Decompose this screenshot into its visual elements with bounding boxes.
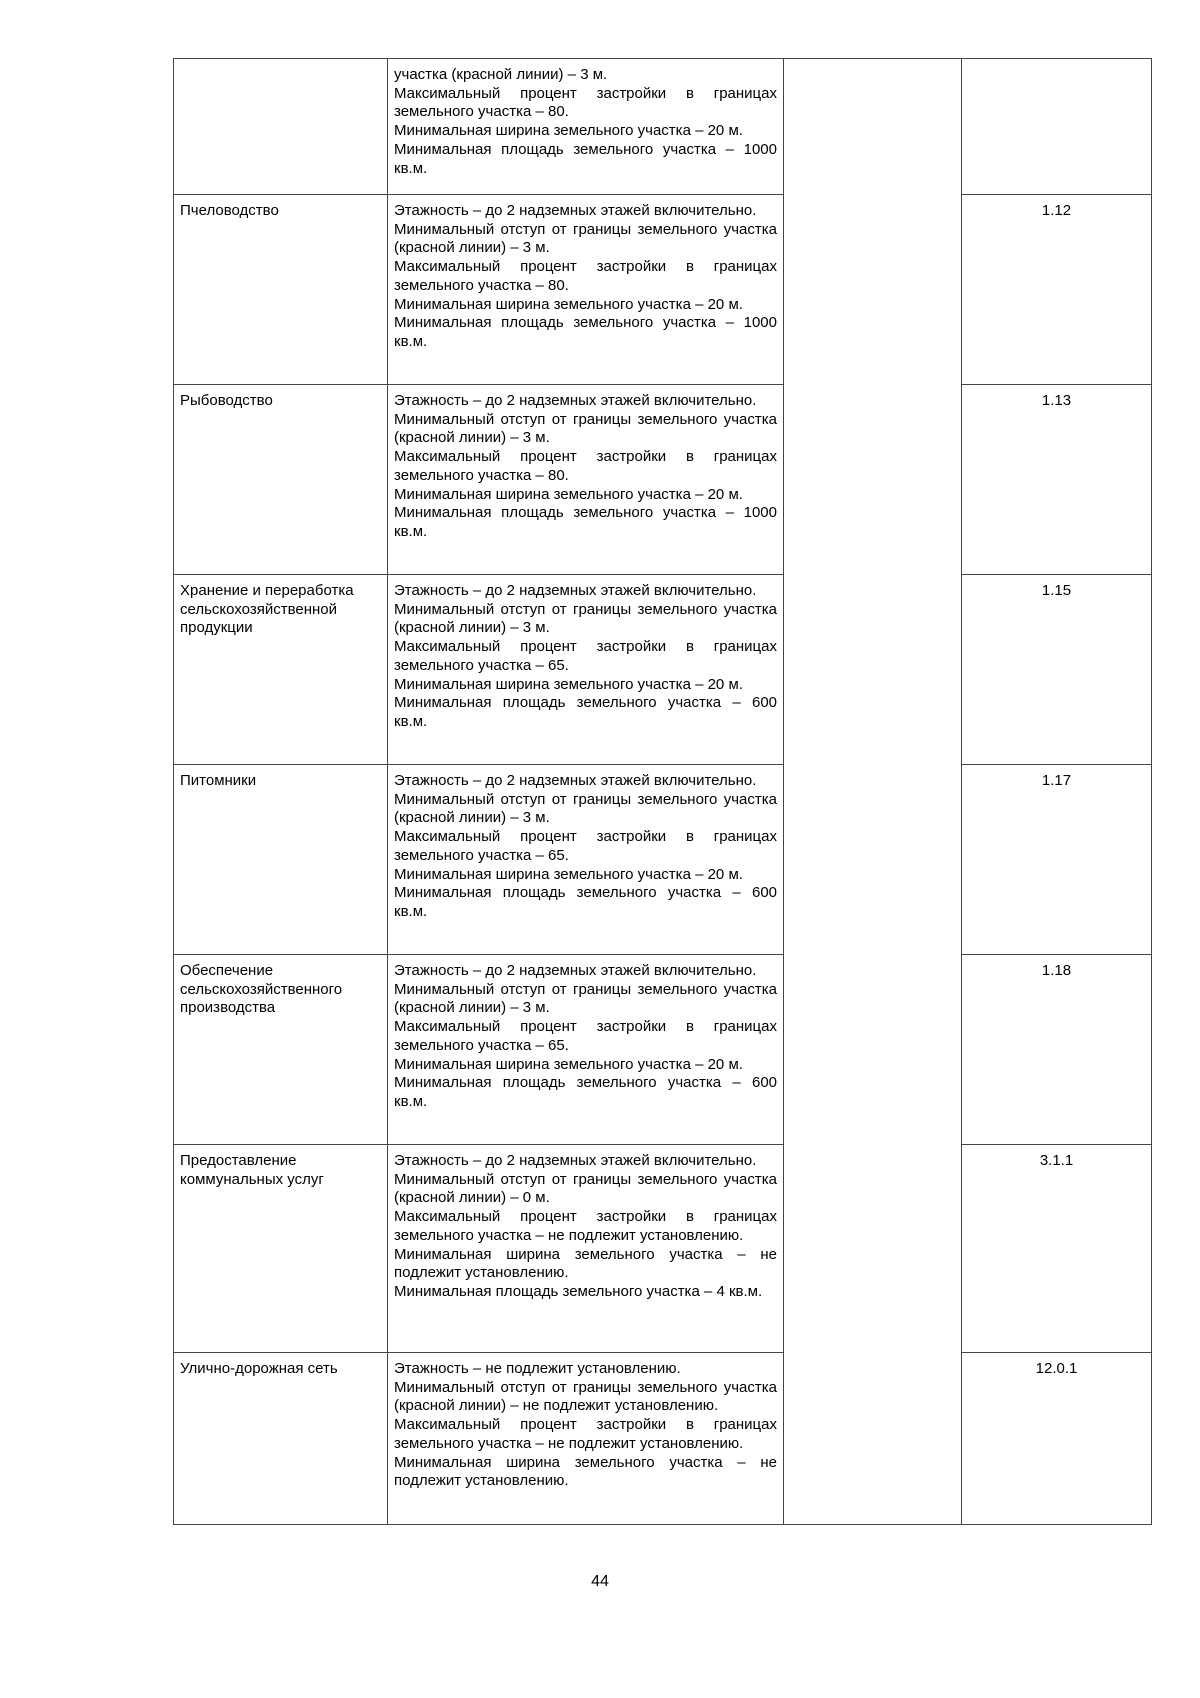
parameter-line: Минимальная ширина земельного участка – 20 м.	[394, 865, 743, 883]
parameter-line: Максимальный процент застройки в границах земельного участка – 65.	[394, 828, 777, 864]
parameters-cell	[388, 195, 784, 385]
land-use-regulations-table	[173, 58, 1152, 1525]
parameter-line: Минимальная ширина земельного участка – не подлежит установлению.	[394, 1245, 777, 1282]
parameter-line: Минимальная площадь земельного участка – 1000 кв.м.	[394, 140, 777, 177]
classifier-code-cell: 1.18	[962, 955, 1152, 1145]
parameter-line: Этажность – до 2 надземных этажей включительно.	[394, 1152, 757, 1169]
land-use-type-cell	[174, 59, 388, 195]
parameter-line: Этажность – до 2 надземных этажей включительно.	[394, 582, 757, 599]
parameter-line: Максимальный процент застройки в границах земельного участка – не подлежит установлению.	[394, 1416, 777, 1452]
parameter-line: Минимальный отступ от границы земельного участка (красной линии) – не подлежит установлению.	[394, 1378, 777, 1415]
land-use-type-cell: Обеспечение сельскохозяйственного производства	[174, 955, 388, 1145]
parameter-line: Минимальная ширина земельного участка – не подлежит установлению.	[394, 1453, 777, 1490]
parameter-line: Минимальный отступ от границы земельного участка (красной линии) – 3 м.	[394, 220, 777, 257]
parameter-line: Минимальный отступ от границы земельного участка (красной линии) – 3 м.	[394, 980, 777, 1017]
parameter-line: Максимальный процент застройки в границах земельного участка – не подлежит установлению.	[394, 1208, 777, 1244]
page-number: 44	[591, 1573, 609, 1590]
land-use-type-cell: Улично-дорожная сеть	[174, 1353, 388, 1525]
land-use-type-cell: Питомники	[174, 765, 388, 955]
parameter-line: Минимальная площадь земельного участка – 1000 кв.м.	[394, 504, 777, 540]
table-row	[174, 575, 1152, 765]
parameter-line: Этажность – до 2 надземных этажей включительно.	[394, 962, 757, 979]
table-row	[174, 385, 1152, 575]
parameters-cell	[388, 955, 784, 1145]
parameter-line: Максимальный процент застройки в границах земельного участка – 80.	[394, 448, 777, 484]
parameter-line: Максимальный процент застройки в границах земельного участка – 80.	[394, 84, 777, 121]
classifier-code-cell: 1.12	[962, 195, 1152, 385]
parameters-cell	[388, 59, 784, 195]
parameter-line: Минимальный отступ от границы земельного участка (красной линии) – 3 м.	[394, 410, 777, 447]
table-row	[174, 195, 1152, 385]
land-use-type-cell: Рыбоводство	[174, 385, 388, 575]
parameter-line: Этажность – не подлежит установлению.	[394, 1360, 681, 1377]
parameter-line: Минимальная площадь земельного участка – 1000 кв.м.	[394, 314, 777, 350]
classifier-code-cell	[962, 59, 1152, 195]
parameter-line: Минимальная площадь земельного участка – 600 кв.м.	[394, 694, 777, 730]
parameter-line: Минимальный отступ от границы земельного участка (красной линии) – 3 м.	[394, 600, 777, 637]
parameter-line: Этажность – до 2 надземных этажей включительно.	[394, 202, 757, 219]
classifier-code-cell: 1.17	[962, 765, 1152, 955]
parameter-line: Максимальный процент застройки в границах земельного участка – 65.	[394, 638, 777, 674]
table-row	[174, 1145, 1152, 1353]
table-row	[174, 1353, 1152, 1525]
land-use-type-cell: Предоставление коммунальных услуг	[174, 1145, 388, 1353]
classifier-code-cell: 1.13	[962, 385, 1152, 575]
parameters-cell	[388, 765, 784, 955]
land-use-type-cell: Пчеловодство	[174, 195, 388, 385]
classifier-code-cell: 1.15	[962, 575, 1152, 765]
parameter-line: Минимальный отступ от границы земельного участка (красной линии) – 0 м.	[394, 1170, 777, 1207]
parameters-cell	[388, 1353, 784, 1525]
parameter-line: Этажность – до 2 надземных этажей включительно.	[394, 772, 757, 789]
parameter-line: Максимальный процент застройки в границах земельного участка – 80.	[394, 258, 777, 294]
parameter-line: Минимальная площадь земельного участка – 4 кв.м.	[394, 1282, 763, 1300]
parameter-line: Минимальная ширина земельного участка – 20 м.	[394, 1055, 743, 1073]
classifier-code-cell: 3.1.1	[962, 1145, 1152, 1353]
parameter-line: Минимальная ширина земельного участка – 20 м.	[394, 485, 743, 503]
parameter-line: Минимальная площадь земельного участка – 600 кв.м.	[394, 884, 777, 920]
parameter-line: Минимальный отступ от границы земельного участка (красной линии) – 3 м.	[394, 790, 777, 827]
parameter-line: Этажность – до 2 надземных этажей включительно.	[394, 392, 757, 409]
table-row	[174, 765, 1152, 955]
table-row	[174, 955, 1152, 1145]
parameters-cell	[388, 1145, 784, 1353]
parameter-line: Минимальная площадь земельного участка – 600 кв.м.	[394, 1074, 777, 1110]
parameter-line: Минимальная ширина земельного участка – 20 м.	[394, 675, 743, 693]
parameter-line: участка (красной линии) – 3 м.	[394, 66, 608, 83]
land-use-type-cell: Хранение и переработка сельскохозяйственной продукции	[174, 575, 388, 765]
parameters-cell	[388, 575, 784, 765]
parameter-line: Минимальная ширина земельного участка – 20 м.	[394, 122, 743, 140]
table-row	[174, 59, 1152, 195]
classifier-code-cell: 12.0.1	[962, 1353, 1152, 1525]
parameters-cell	[388, 385, 784, 575]
table-body	[174, 59, 1152, 1525]
parameter-line: Минимальная ширина земельного участка – 20 м.	[394, 295, 743, 313]
empty-merged-cell	[784, 59, 962, 1525]
parameter-line: Максимальный процент застройки в границах земельного участка – 65.	[394, 1018, 777, 1054]
